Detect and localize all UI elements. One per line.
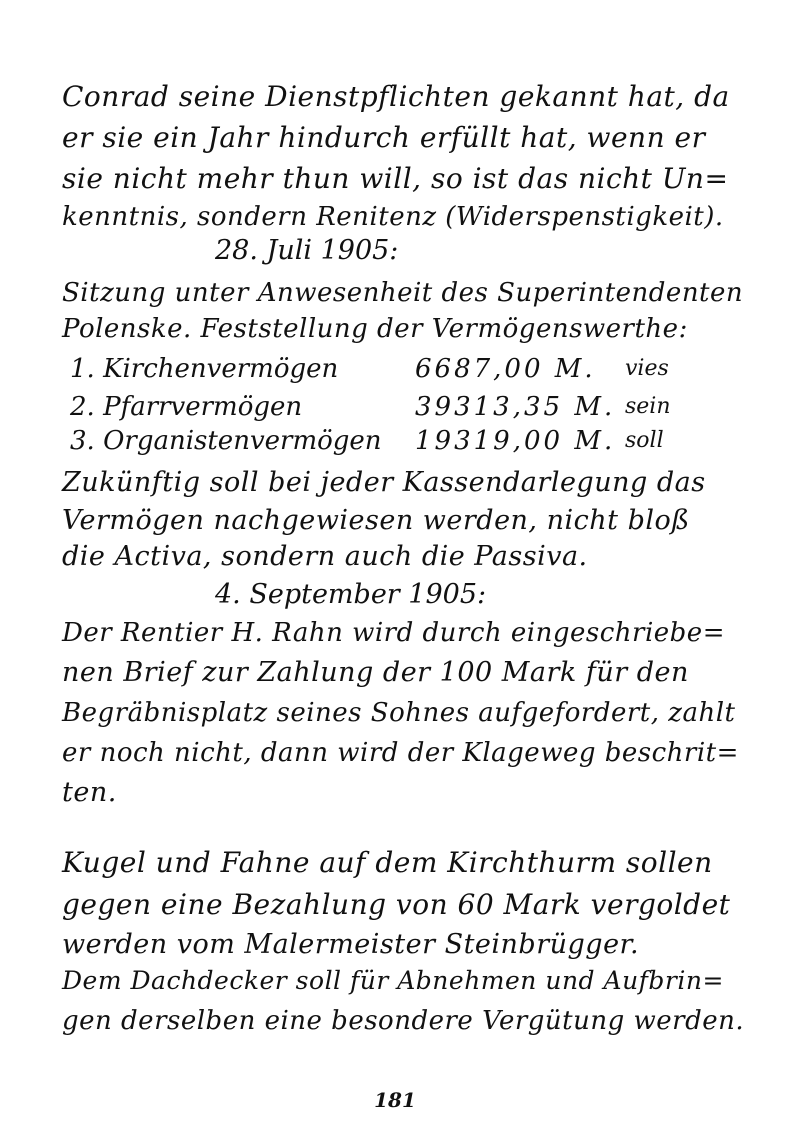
asset-amount: 6687,00 M. (415, 354, 596, 384)
asset-note: soll (625, 428, 664, 453)
text-line: Der Rentier H. Rahn wird durch eingeschriebe= (62, 618, 725, 648)
entry-date: 28. Juli 1905: (215, 235, 399, 266)
text-line: ten. (62, 777, 117, 808)
text-line: Begräbnisplatz seines Sohnes aufgefordert, zahlt (62, 698, 736, 728)
text-line: er noch nicht, dann wird der Klageweg beschrit= (62, 738, 739, 768)
asset-amount: 19319,00 M. (415, 426, 616, 456)
text-line: werden vom Malermeister Steinbrügger. (62, 929, 640, 960)
text-line: Vermögen nachgewiesen werden, nicht bloß (62, 505, 690, 536)
text-line: die Activa, sondern auch die Passiva. (62, 541, 588, 572)
asset-row (70, 352, 710, 386)
asset-label: 1. Kirchenvermögen (70, 354, 339, 384)
asset-row (70, 390, 710, 424)
entry-date: 4. September 1905: (215, 579, 487, 610)
text-line: Polenske. Feststellung der Vermögenswerthe: (62, 314, 688, 344)
text-line: Conrad seine Dienstpflichten gekannt hat, da (62, 80, 730, 113)
asset-label: 2. Pfarrvermögen (70, 392, 303, 422)
text-line: Zukünftig soll bei jeder Kassendarlegung das (62, 467, 706, 498)
text-line: gen derselben eine besondere Vergütung werden. (62, 1006, 745, 1036)
text-line: sie nicht mehr thun will, so ist das nicht Un= (62, 162, 729, 195)
asset-note: vies (625, 356, 669, 381)
asset-label: 3. Organistenvermögen (70, 426, 382, 456)
text-line: nen Brief zur Zahlung der 100 Mark für den (62, 657, 689, 688)
text-line: er sie ein Jahr hindurch erfüllt hat, wenn er (62, 121, 706, 154)
asset-note: sein (625, 394, 671, 419)
text-line: Kugel und Fahne auf dem Kirchthurm sollen (62, 846, 713, 879)
text-line: Dem Dachdecker soll für Abnehmen und Aufbrin= (62, 966, 724, 995)
text-line: gegen eine Bezahlung von 60 Mark vergoldet (62, 888, 731, 921)
page-number: 181 (374, 1088, 416, 1112)
text-line: kenntnis, sondern Renitenz (Widerspenstigkeit). (62, 202, 724, 232)
text-line: Sitzung unter Anwesenheit des Superintendenten (62, 278, 744, 308)
asset-amount: 39313,35 M. (415, 392, 616, 422)
asset-row (70, 424, 710, 458)
